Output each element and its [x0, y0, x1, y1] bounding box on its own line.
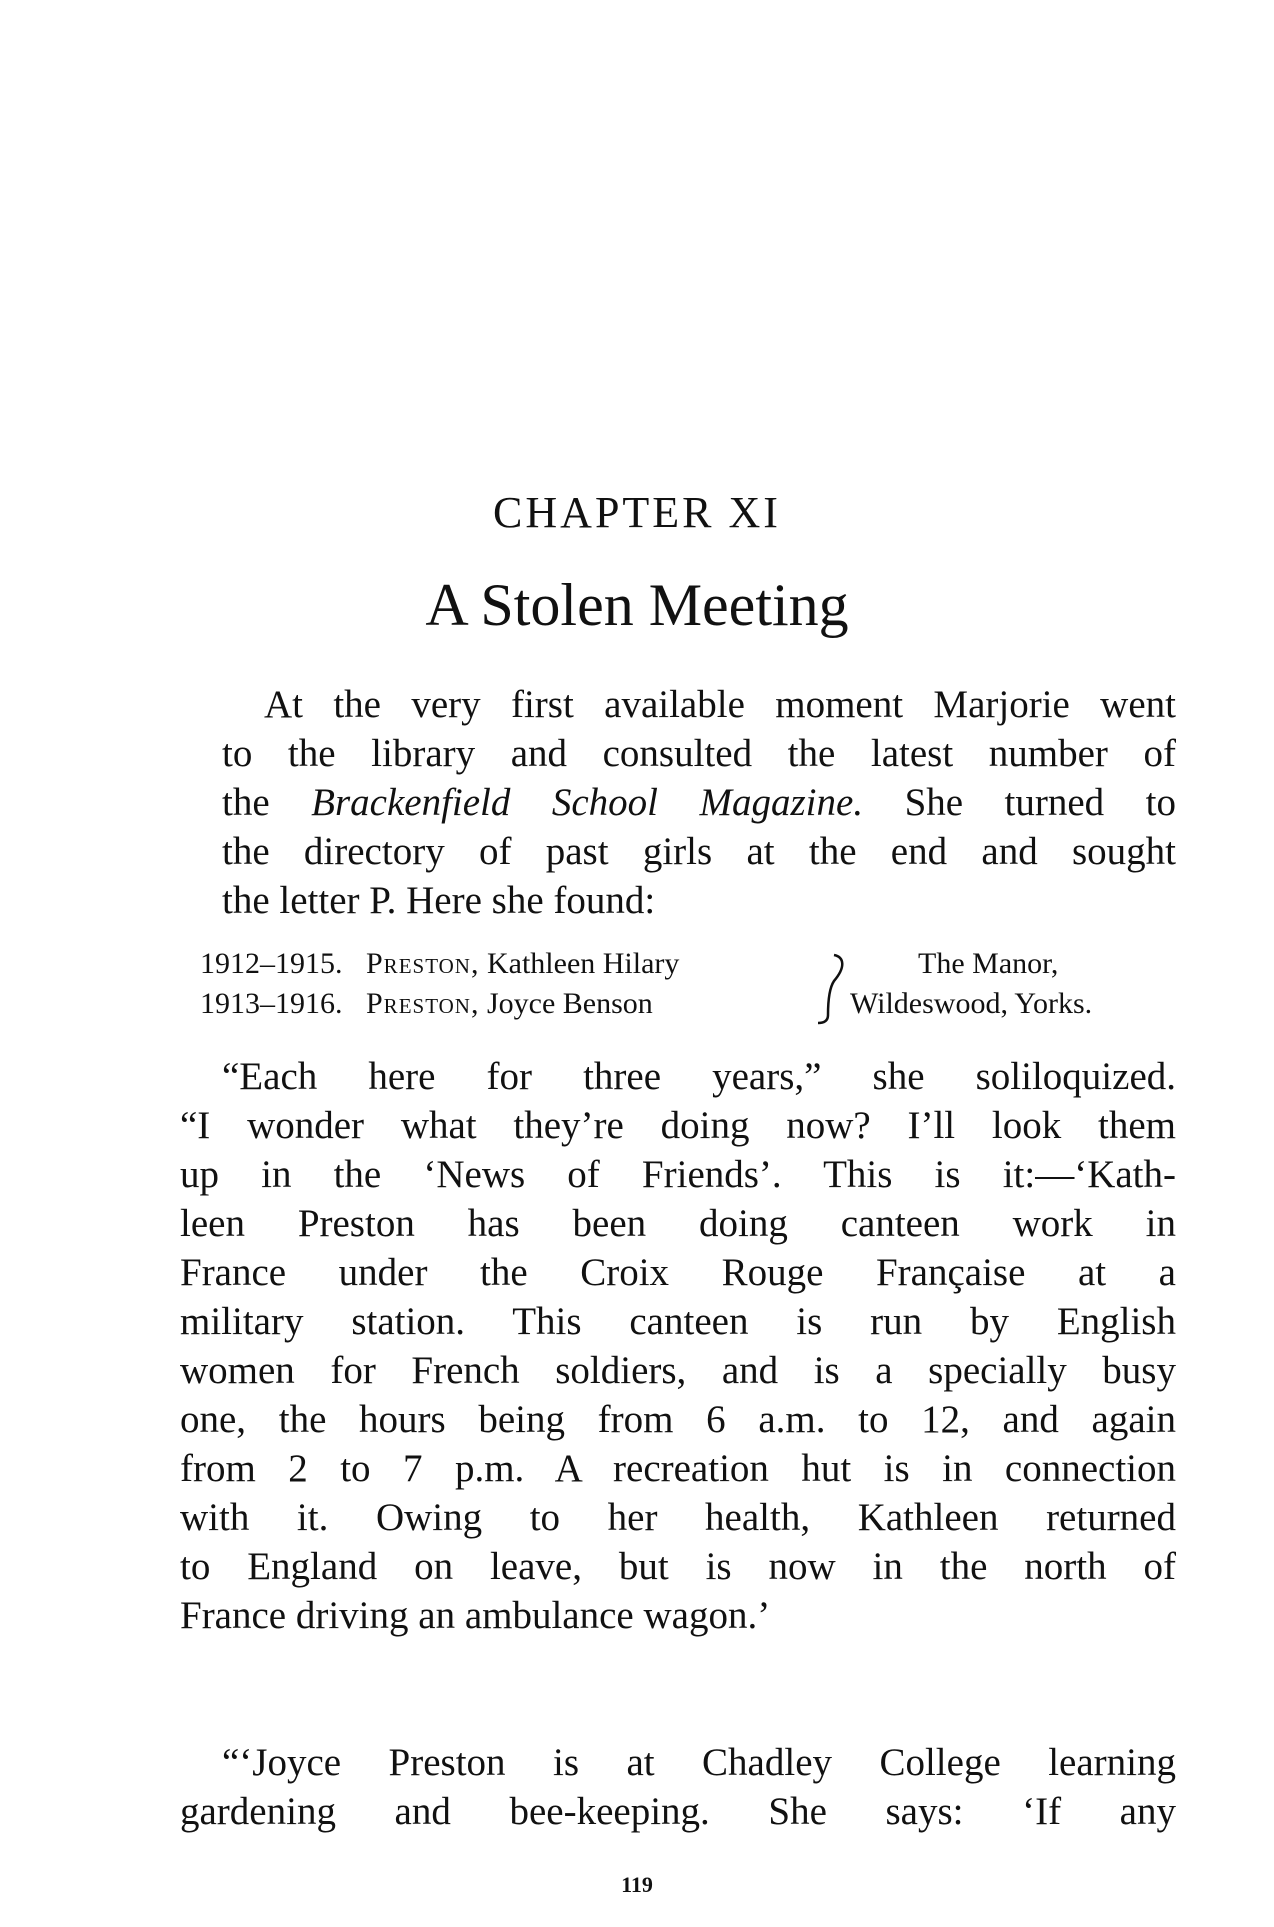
- text-line: with it. Owing to her health, Kathleen returned: [180, 1496, 1176, 1539]
- paragraph-3: [180, 1738, 1176, 1836]
- directory-row: [200, 985, 1200, 1025]
- text-line: France under the Croix Rouge Française at a: [180, 1251, 1176, 1294]
- text-line: up in the ‘News of Friends’. This is it:—‘Kath-: [180, 1153, 1176, 1196]
- text-line: “Each here for three years,” she soliloquized.: [222, 1055, 1176, 1098]
- directory-name: [366, 945, 679, 983]
- directory-name: [366, 985, 653, 1023]
- curly-brace-icon: [812, 945, 852, 1025]
- text-line: women for French soldiers, and is a specially busy: [180, 1349, 1176, 1392]
- text-line: the letter P. Here she found:: [222, 879, 656, 922]
- text-line: gardening and bee-keeping. She says: ‘If any: [180, 1790, 1176, 1833]
- text-line: “I wonder what they’re doing now? I’ll look them: [180, 1104, 1176, 1147]
- magazine-title: Brackenfield School Magazine.: [311, 781, 864, 824]
- directory-given-name: Joyce Benson: [486, 987, 653, 1020]
- paragraph-2: [180, 1052, 1176, 1640]
- paragraph-1: [180, 680, 1176, 925]
- page-number: 119: [621, 1872, 653, 1897]
- chapter-title: A Stolen Meeting: [425, 572, 849, 638]
- text-line: [180, 778, 1176, 827]
- text-fragment: She turned to: [863, 781, 1177, 824]
- chapter-number: CHAPTER XI: [493, 488, 781, 537]
- directory-surname: Preston,: [366, 947, 480, 980]
- text-line: leen Preston has been doing canteen work in: [180, 1202, 1176, 1245]
- text-line: to England on leave, but is now in the north of: [180, 1545, 1176, 1588]
- directory-years: 1913–1916.: [200, 987, 343, 1020]
- text-line: from 2 to 7 p.m. A recreation hut is in connection: [180, 1447, 1176, 1490]
- text-fragment: the: [222, 781, 312, 824]
- directory-given-name: Kathleen Hilary: [486, 947, 680, 980]
- text-line: military station. This canteen is run by English: [180, 1300, 1176, 1343]
- directory-address: The Manor,: [918, 947, 1059, 980]
- past-girls-directory: [200, 945, 1200, 1025]
- directory-surname: Preston,: [366, 987, 480, 1020]
- directory-address: Wildeswood, Yorks.: [850, 987, 1093, 1020]
- directory-years: 1912–1915.: [200, 947, 343, 980]
- text-line: the directory of past girls at the end and sought: [222, 830, 1176, 873]
- text-line: France driving an ambulance wagon.’: [180, 1594, 771, 1637]
- text-line: “‘Joyce Preston is at Chadley College learning: [222, 1741, 1176, 1784]
- text-line: one, the hours being from 6 a.m. to 12, and again: [180, 1398, 1176, 1441]
- text-line: At the very first available moment Marjorie went: [264, 683, 1176, 726]
- directory-row: [200, 945, 1200, 985]
- text-line: to the library and consulted the latest number of: [222, 732, 1176, 775]
